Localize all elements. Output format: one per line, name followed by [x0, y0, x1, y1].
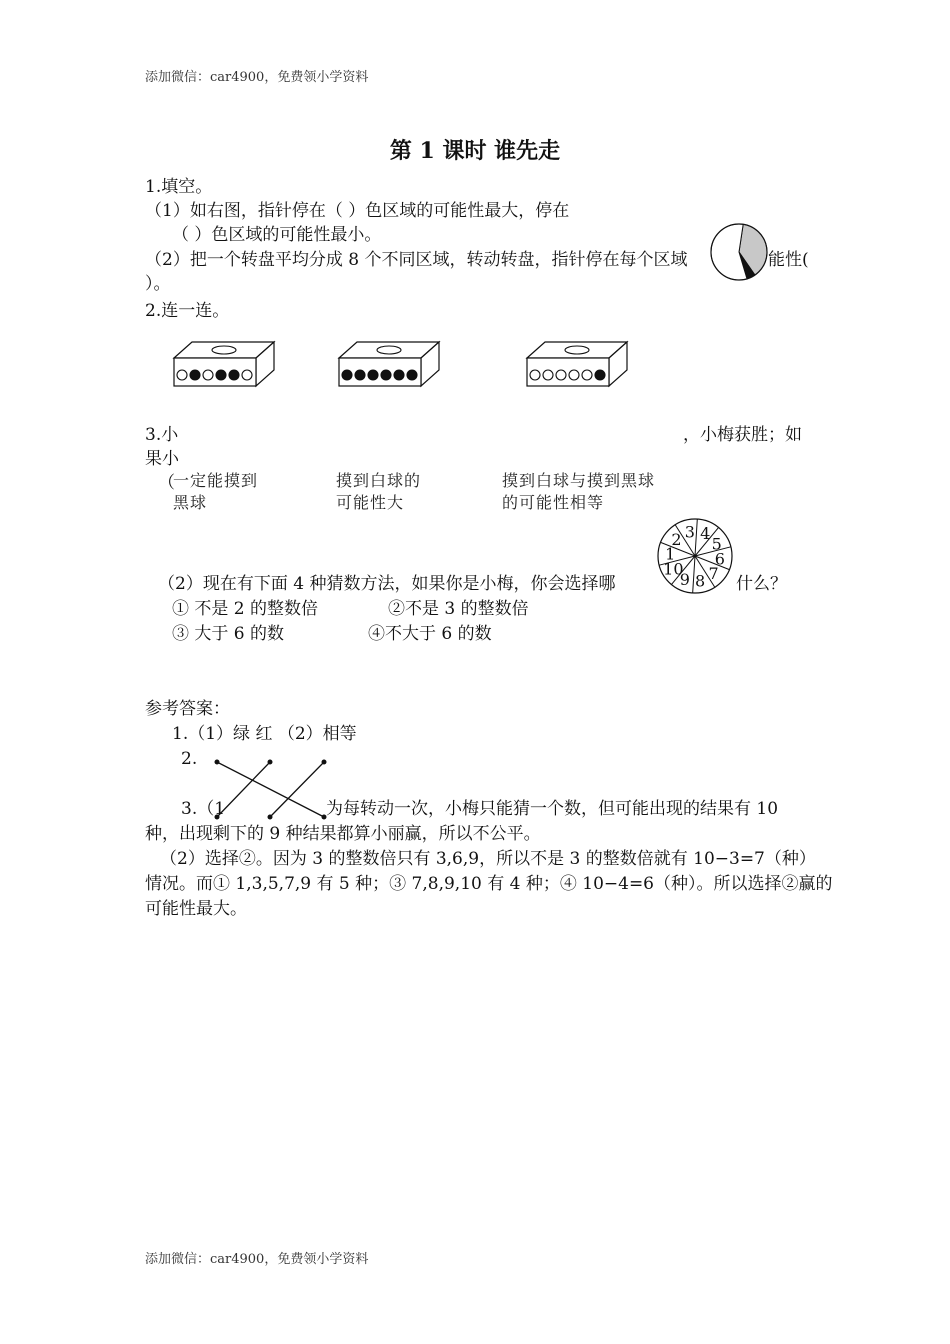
q3-line2-left: 果小	[145, 449, 179, 469]
q3-line1-left: 3.小	[145, 425, 179, 445]
wheel-number-7: 7	[708, 563, 719, 583]
q1-part2-right: 能性(	[768, 250, 809, 270]
q1-part2-line1: （2）把一个转盘平均分成 8 个不同区域，转动转盘，指针停在每个区域	[145, 250, 688, 270]
answer-3-line5: 可能性最大。	[145, 899, 247, 919]
ball-white	[556, 370, 566, 380]
ball-black	[381, 370, 391, 380]
match-option-1-line1: 一定能摸到	[173, 471, 259, 490]
q3-option-3: ③ 大于 6 的数	[172, 624, 285, 644]
ball-white	[242, 370, 252, 380]
answer-1: 1.（1）绿 红 （2）相等	[172, 724, 357, 744]
answer-3-line1-right: 为每转动一次，小梅只能猜一个数，但可能出现的结果有 10	[326, 799, 779, 819]
ball-white	[543, 370, 553, 380]
wheel-number-1: 1	[665, 544, 676, 564]
ball-white	[177, 370, 187, 380]
q3-line1-right: ，小梅获胜；如	[683, 425, 802, 445]
match-line-1	[217, 762, 324, 817]
q1-part1-line2: （ ）色区域的可能性最小。	[172, 225, 382, 245]
q1-part1-line1: （1）如右图，指针停在（ ）色区域的可能性最大，停在	[145, 201, 570, 221]
ball-black	[407, 370, 417, 380]
page-title: 第 1 课时 谁先走	[389, 138, 561, 164]
ball-white	[569, 370, 579, 380]
ball-black	[394, 370, 404, 380]
q1-part2-line2: ）。	[145, 274, 171, 294]
ball-white	[582, 370, 592, 380]
answer-2-matching-lines	[210, 755, 340, 825]
wheel-number-8: 8	[695, 571, 706, 591]
match-line-3	[270, 762, 324, 817]
q3-part2-question: （2）现在有下面 4 种猜数方法，如果你是小梅，你会选择哪	[158, 574, 616, 594]
match-option-3-line2: 的可能性相等	[502, 493, 605, 512]
q3-option-2: ②不是 3 的整数倍	[388, 599, 529, 619]
footer-note: 添加微信：car4900，免费领小学资料	[145, 1252, 369, 1267]
wheel-number-4: 4	[700, 524, 711, 544]
number-wheel	[656, 516, 736, 596]
q3-option-1: ① 不是 2 的整数倍	[172, 599, 319, 619]
box-hole	[565, 346, 589, 354]
wheel-number-5: 5	[711, 534, 722, 554]
match-option-3-line1: 摸到白球与摸到黑球	[502, 471, 656, 490]
answer-3-line2: 种，出现剩下的 9 种结果都算小丽赢，所以不公平。	[145, 824, 541, 844]
wheel-number-9: 9	[679, 569, 690, 589]
answer-3-line3: （2）选择②。因为 3 的整数倍只有 3,6,9，所以不是 3 的整数倍就有 10−3=7（种）	[160, 849, 816, 869]
ball-white	[203, 370, 213, 380]
wheel-number-3: 3	[684, 522, 695, 542]
ball-box-3	[525, 340, 635, 390]
ball-black	[229, 370, 239, 380]
q3-part2-right: 什么？	[736, 574, 787, 594]
answers-heading: 参考答案：	[145, 699, 230, 719]
q2-heading: 2.连一连。	[145, 301, 230, 321]
match-dot	[322, 760, 327, 765]
answer-2-label: 2.	[181, 749, 198, 769]
match-option-1-line2: 黑球	[173, 493, 208, 512]
q3-option-4: ④不大于 6 的数	[368, 624, 492, 644]
answer-3-line4: 情况。而① 1,3,5,7,9 有 5 种；③ 7,8,9,10 有 4 种；④ 10−4=6（种）。所以选择②赢的	[145, 874, 833, 894]
ball-black	[216, 370, 226, 380]
ball-black	[368, 370, 378, 380]
match-dot	[268, 815, 273, 820]
wheel-number-2: 2	[671, 530, 682, 550]
ball-black	[355, 370, 365, 380]
ball-box-2	[337, 340, 447, 390]
header-note: 添加微信：car4900，免费领小学资料	[145, 70, 369, 85]
wheel-number-6: 6	[714, 549, 725, 569]
q3-line3-left: （	[158, 473, 175, 493]
answer-3-line1-left: 3.（1	[181, 799, 226, 819]
ball-black	[190, 370, 200, 380]
ball-black	[595, 370, 605, 380]
ball-black	[342, 370, 352, 380]
match-dot	[268, 760, 273, 765]
spinner-pie-chart	[710, 222, 770, 282]
ball-white	[530, 370, 540, 380]
box-hole	[212, 346, 236, 354]
wheel-number-10: 10	[663, 559, 684, 579]
match-option-2-line1: 摸到白球的	[336, 471, 422, 490]
ball-box-1	[172, 340, 282, 390]
box-hole	[377, 346, 401, 354]
match-option-2-line2: 可能性大	[336, 493, 405, 512]
match-dot	[215, 760, 220, 765]
q1-heading: 1.填空。	[145, 177, 213, 197]
